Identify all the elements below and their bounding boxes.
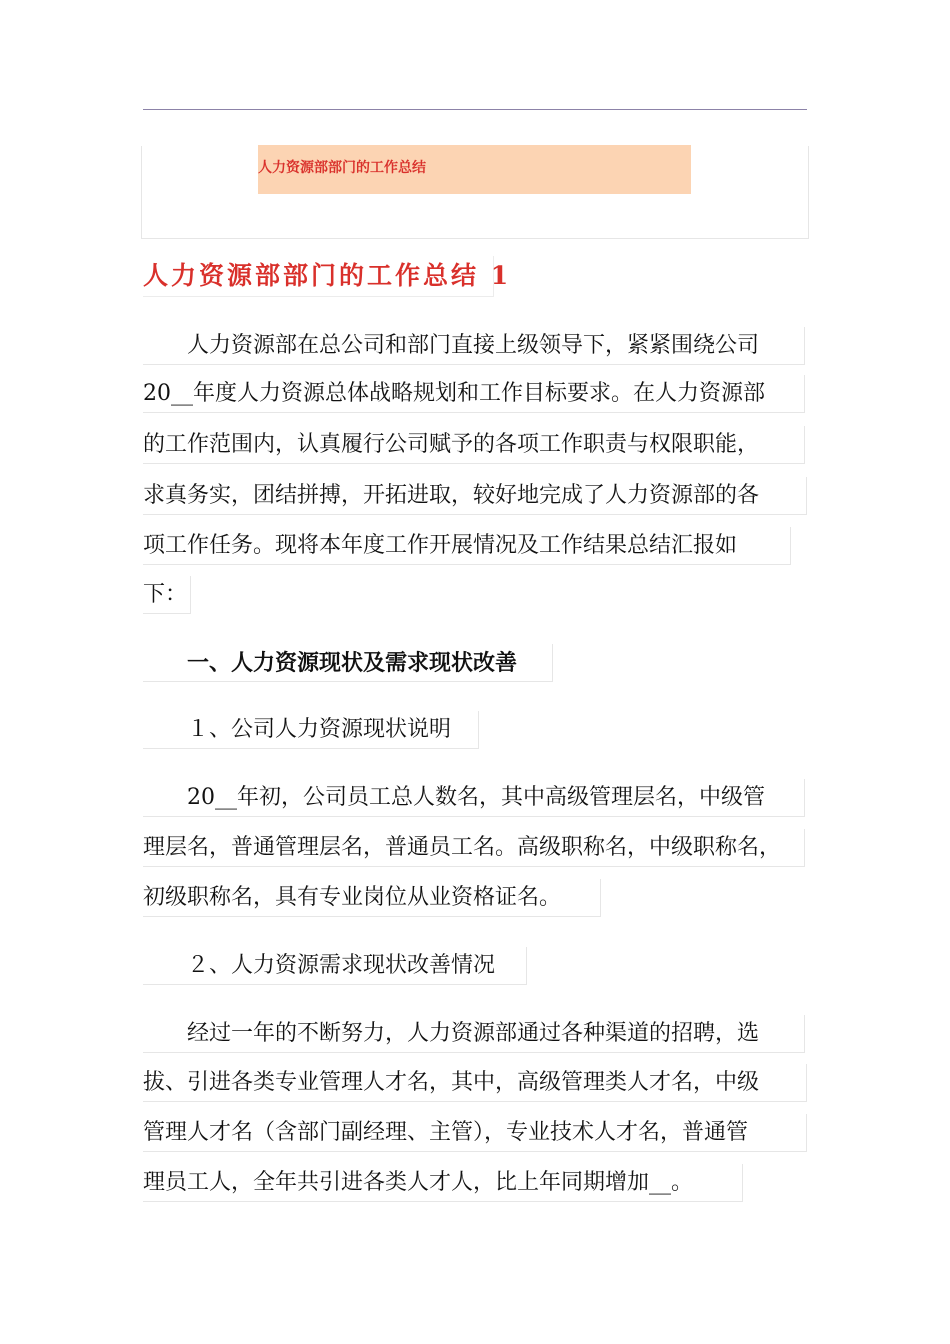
paragraph-line: 的工作范围内，认真履行公司赋予的各项工作职责与权限职能，: [143, 426, 805, 464]
subsection-heading: ２、人力资源需求现状改善情况: [143, 947, 527, 985]
subsection-heading: １、公司人力资源现状说明: [143, 711, 479, 749]
paragraph-line: 人力资源部在总公司和部门直接上级领导下，紧紧围绕公司: [143, 327, 805, 365]
section-heading: 一、人力资源现状及需求现状改善: [143, 644, 553, 682]
header-title: 人力资源部部门的工作总结: [258, 160, 426, 176]
paragraph-line: 经过一年的不断努力，人力资源部通过各种渠道的招聘，选: [143, 1015, 805, 1053]
paragraph-line: 20__年初，公司员工总人数名，其中高级管理层名，中级管: [143, 779, 805, 817]
paragraph-line: 求真务实，团结拼搏，开拓进取，较好地完成了人力资源部的各: [143, 477, 807, 515]
paragraph-line: 拔、引进各类专业管理人才名，其中，高级管理类人才名，中级: [143, 1064, 807, 1102]
paragraph-line: 理员工人，全年共引进各类人才人，比上年同期增加__。: [143, 1164, 743, 1202]
paragraph-line: 理层名，普通管理层名，普通员工名。高级职称名，中级职称名，: [143, 829, 805, 867]
paragraph-line: 管理人才名（含部门副经理、主管），专业技术人才名，普通管: [143, 1114, 807, 1152]
header-rule: [143, 109, 807, 110]
paragraph-line: 下：: [143, 576, 191, 614]
paragraph-line: 初级职称名，具有专业岗位从业资格证名。: [143, 879, 601, 917]
paragraph-line: 项工作任务。现将本年度工作开展情况及工作结果总结汇报如: [143, 527, 791, 565]
paragraph-line: 20__年度人力资源总体战略规划和工作目标要求。在人力资源部: [143, 375, 805, 413]
document-title: 人力资源部部门的工作总结 1: [143, 256, 494, 297]
